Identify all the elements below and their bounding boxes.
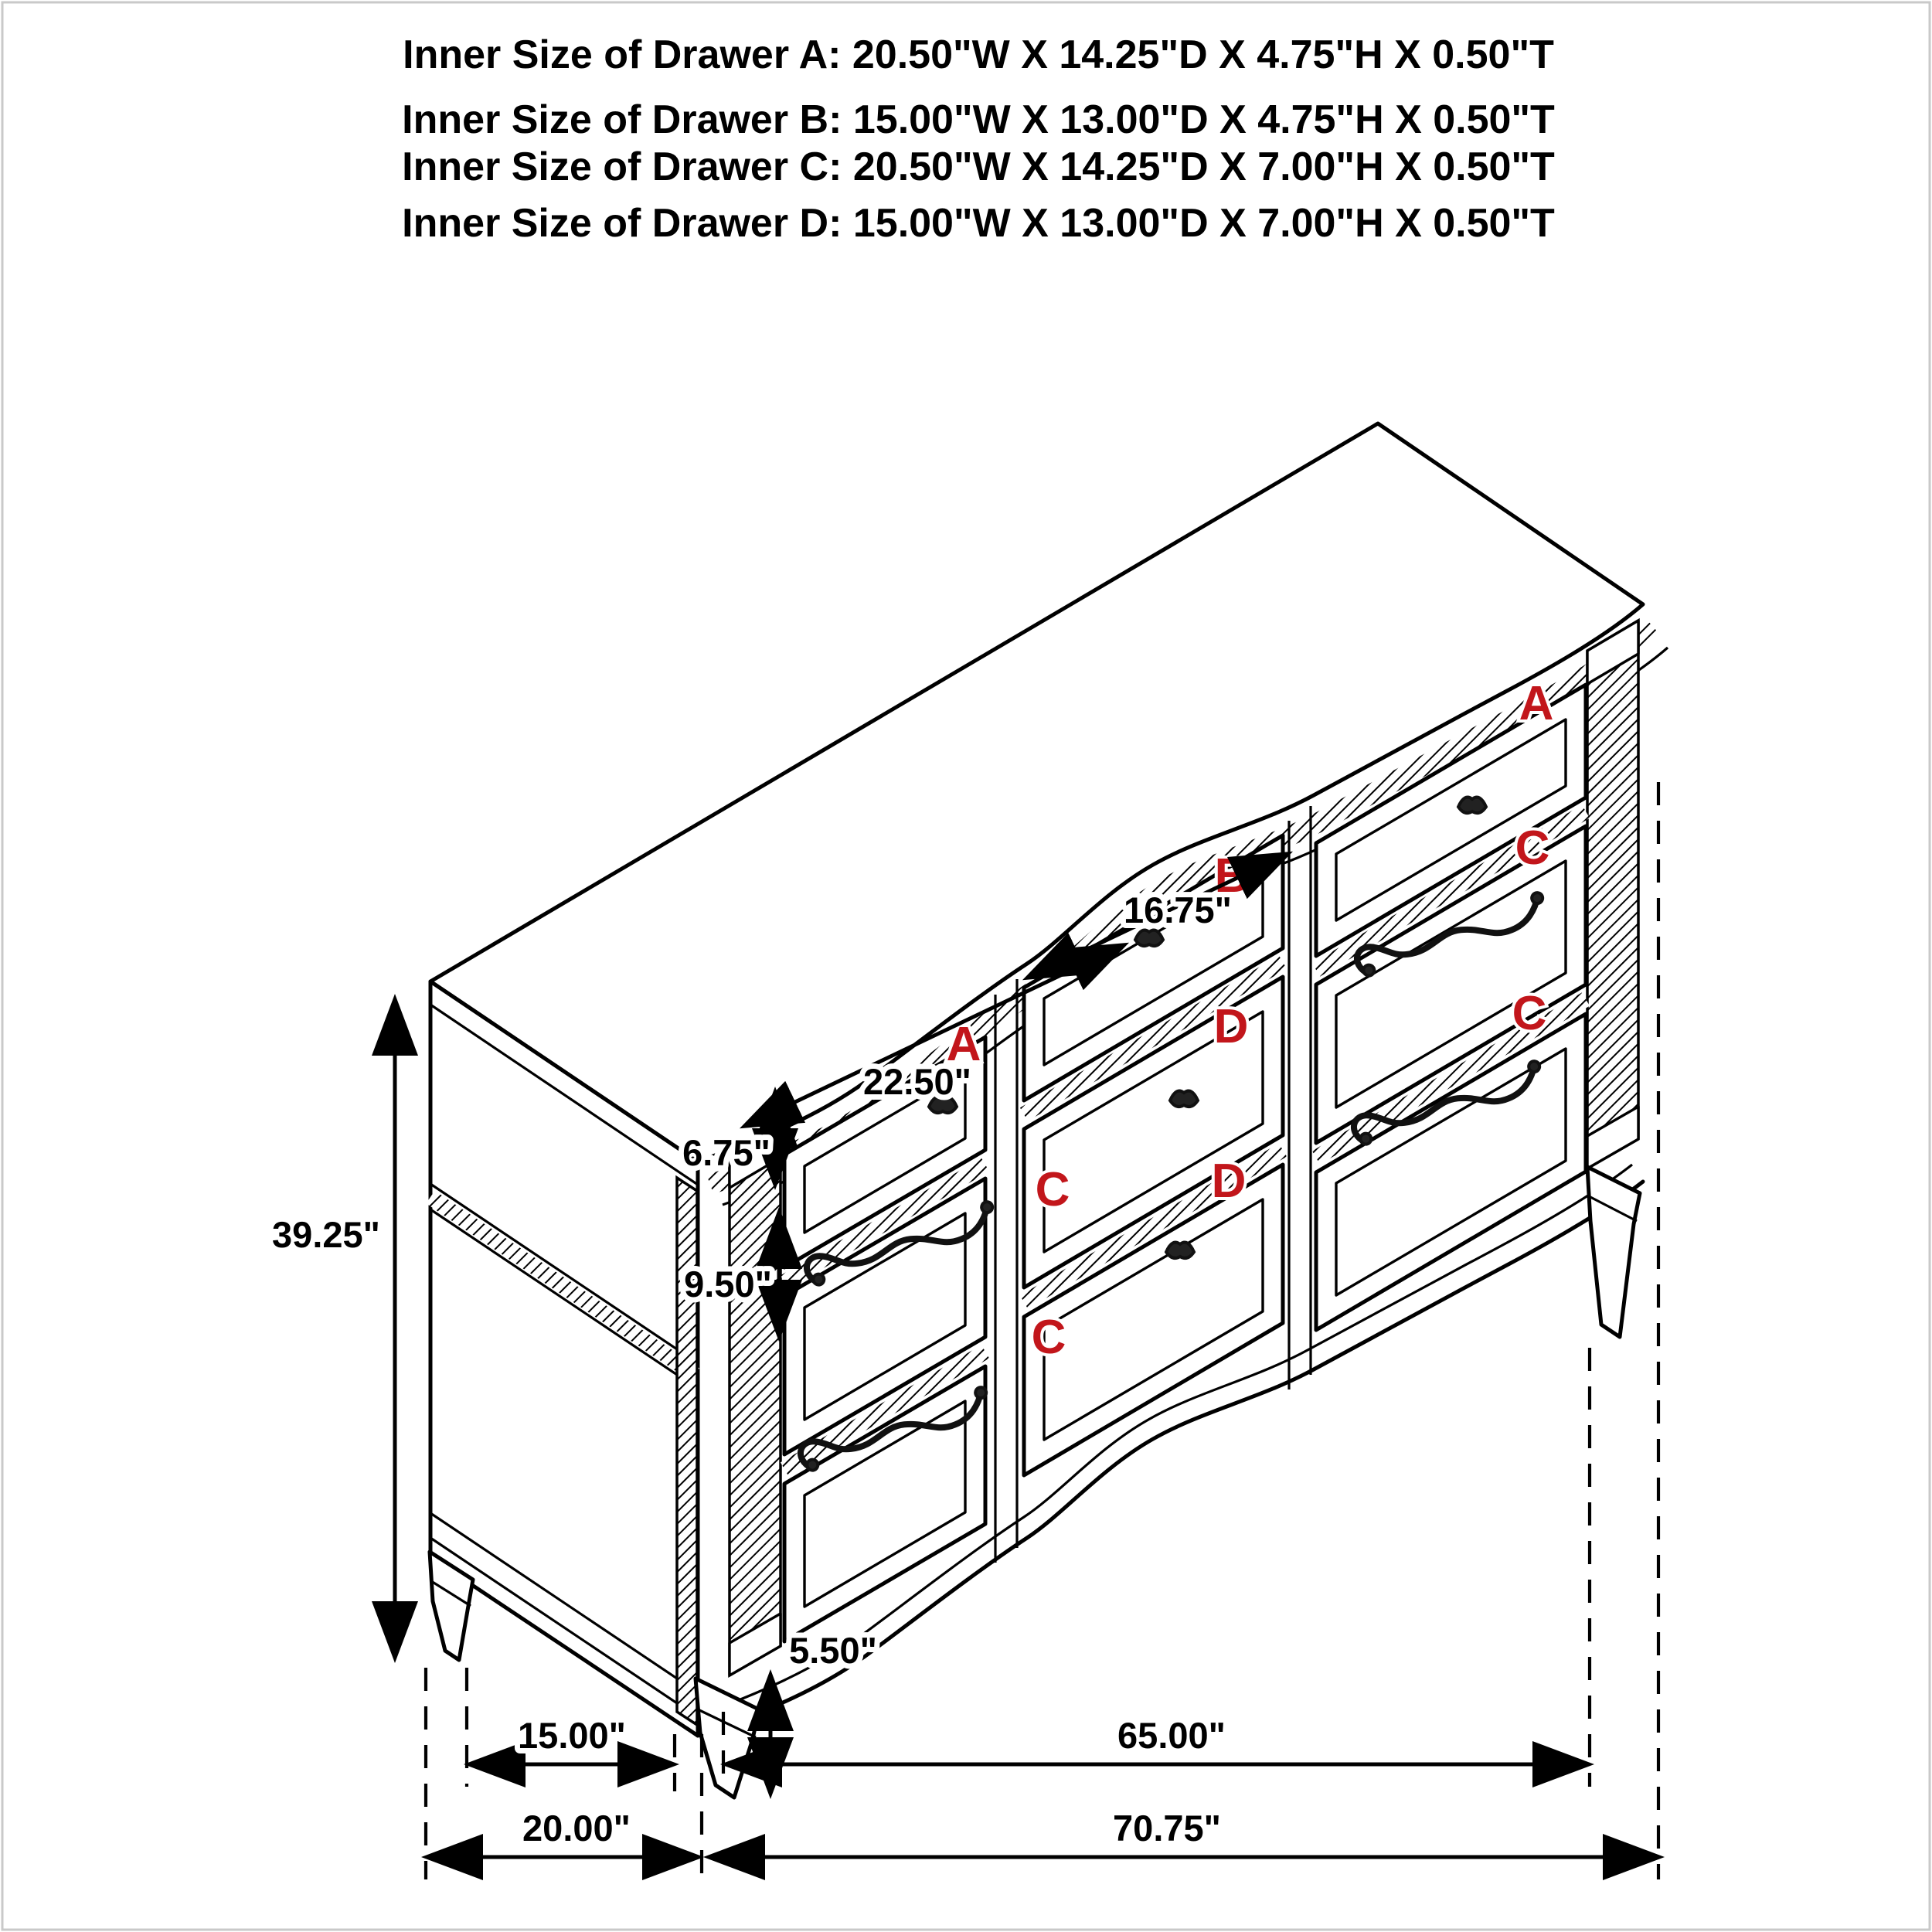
drawer-label-d-middle: D (1213, 1000, 1249, 1053)
drawer-knob (1170, 1091, 1198, 1107)
header-note (402, 32, 1555, 246)
header-line-drawer-c: Inner Size of Drawer C: 20.50"W X 14.25"D X 7.00"H X 0.50"T (402, 145, 1555, 189)
drawer-knob (1166, 1243, 1194, 1258)
left-corner-stile (730, 1124, 781, 1675)
leg-height-label: 5.50" (789, 1630, 877, 1671)
header-line-drawer-d: Inner Size of Drawer D: 15.00"W X 13.00"D X 7.00"H X 0.50"T (402, 201, 1555, 246)
leg-depth-spacing-label: 15.00" (518, 1715, 626, 1756)
leg-width-spacing-label: 65.00" (1117, 1715, 1226, 1756)
header-line-drawer-b: Inner Size of Drawer B: 15.00"W X 13.00"D X 4.75"H X 0.50"T (402, 97, 1555, 142)
top-drawer-height-label: 6.75" (682, 1132, 770, 1173)
drawer-label-d-bottom: D (1211, 1155, 1247, 1208)
overall-width-label: 70.75" (1113, 1808, 1221, 1849)
dresser-drawing (430, 423, 1668, 1798)
height-dimension-label: 39.25" (272, 1214, 380, 1255)
drawer-label-c-left-middle: C (1035, 1163, 1070, 1216)
lower-drawer-height-label: 9.50" (684, 1264, 772, 1304)
drawer-a-width-label: 22.50" (863, 1061, 971, 1102)
drawer-label-c-right-middle: C (1515, 821, 1550, 875)
drawer-label-c-left-bottom: C (1031, 1311, 1066, 1364)
drawer-label-a-left: A (946, 1018, 981, 1071)
right-corner-stile (1587, 621, 1638, 1168)
drawer-label-a-right: A (1519, 677, 1554, 730)
front-right-leg (1587, 1167, 1640, 1337)
header-line-drawer-a: Inner Size of Drawer A: 20.50"W X 14.25"D X 4.75"H X 0.50"T (403, 32, 1554, 77)
drawer-b-width-label: 16.75" (1124, 889, 1232, 930)
drawer-label-b-middle: B (1214, 849, 1250, 903)
drawer-label-c-right-bottom: C (1512, 987, 1547, 1040)
overall-depth-label: 20.00" (522, 1808, 631, 1849)
drawer-knob (1135, 930, 1163, 946)
side-corner-fluted-strip (677, 1178, 697, 1725)
drawer-knob (1458, 798, 1486, 813)
